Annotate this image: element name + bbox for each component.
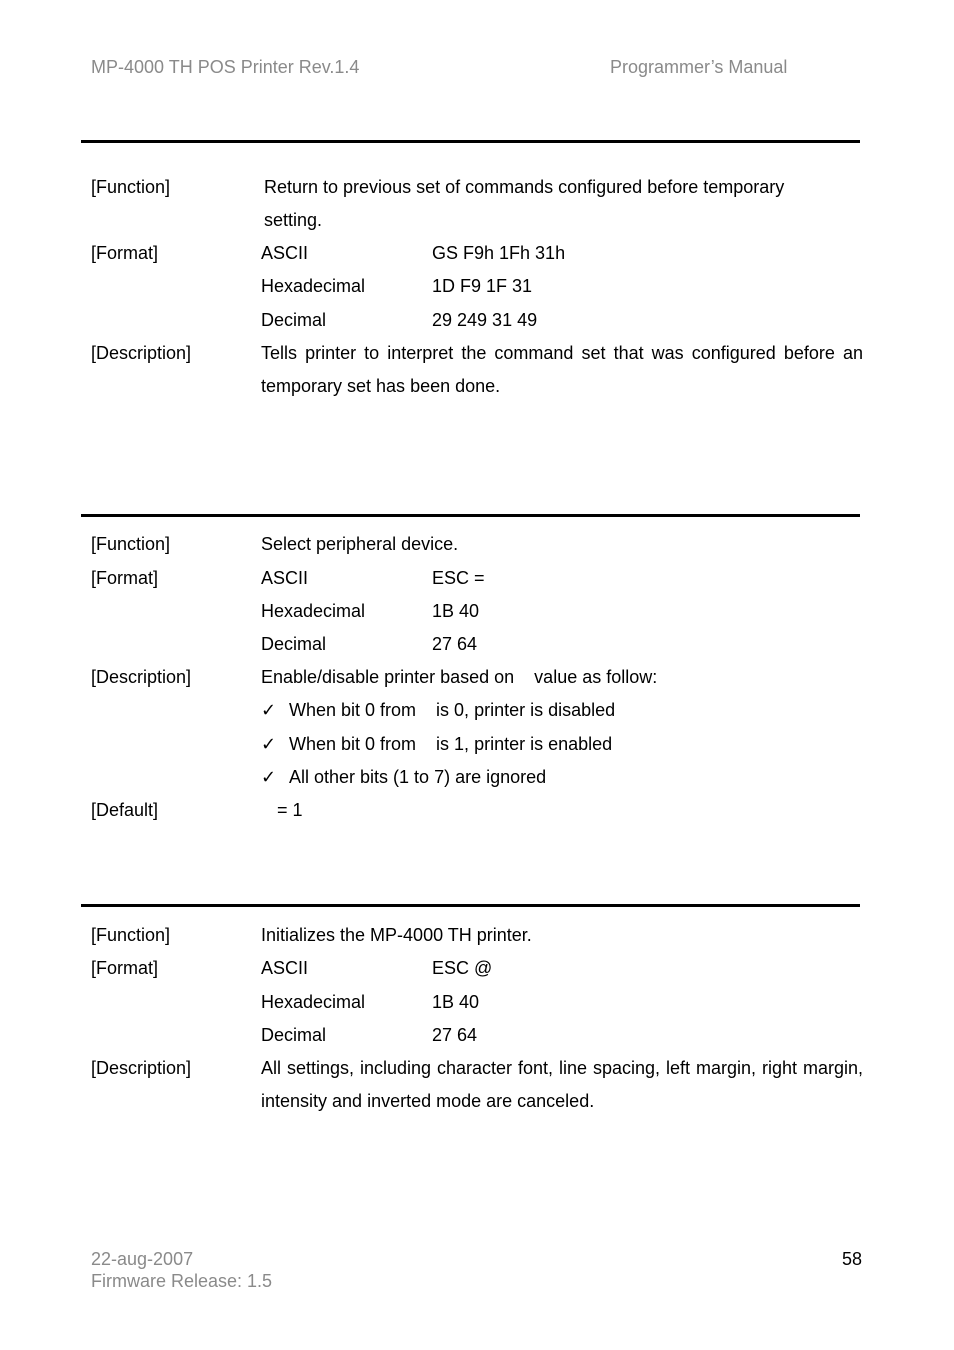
function-row xyxy=(0,528,954,561)
bullet-text: When bit 0 from is 0, printer is disabled xyxy=(289,700,616,720)
format-row xyxy=(0,270,954,303)
format-row xyxy=(0,952,954,985)
format-row xyxy=(0,628,954,661)
description-text: Enable/disable printer based on value as follow: xyxy=(261,667,658,687)
format-kind: ASCII xyxy=(261,958,309,978)
format-value: 27 64 xyxy=(432,1025,478,1045)
description-label: [Description] xyxy=(91,1058,192,1078)
checkmark-icon: ✓ xyxy=(261,700,277,720)
format-kind: Hexadecimal xyxy=(261,601,366,621)
description-label: [Description] xyxy=(91,343,192,363)
footer-date: 22-aug-2007 xyxy=(91,1249,194,1269)
format-row xyxy=(0,1019,954,1052)
format-value: 1B 40 xyxy=(432,992,480,1012)
header-document-title: MP-4000 TH POS Printer Rev.1.4 xyxy=(91,57,360,77)
format-row xyxy=(0,595,954,628)
section-divider xyxy=(81,140,860,143)
function-label: [Function] xyxy=(91,534,171,554)
header-manual-title: Programmer’s Manual xyxy=(610,57,788,77)
format-value: 29 249 31 49 xyxy=(432,310,538,330)
format-value: 27 64 xyxy=(432,634,478,654)
function-label: [Function] xyxy=(91,925,171,945)
section-divider xyxy=(81,514,860,517)
function-text: Initializes the MP-4000 TH printer. xyxy=(261,925,532,945)
default-row xyxy=(0,794,954,827)
page-number: 58 xyxy=(842,1249,863,1269)
description-text: All settings, including character font, line spacing, left margin, right margin, intensity and inverted mode are canceled. xyxy=(261,1058,863,1111)
list-item xyxy=(0,761,954,794)
section-divider xyxy=(81,904,860,907)
format-row xyxy=(0,562,954,595)
format-label: [Format] xyxy=(91,958,159,978)
function-label: [Function] xyxy=(91,177,171,197)
bullet-text: All other bits (1 to 7) are ignored xyxy=(289,767,547,787)
format-value: GS F9h 1Fh 31h xyxy=(432,243,566,263)
description-row xyxy=(0,661,954,694)
format-kind: Decimal xyxy=(261,310,327,330)
format-kind: Decimal xyxy=(261,634,327,654)
default-text: = 1 xyxy=(277,800,303,820)
function-row xyxy=(0,919,954,952)
footer-firmware: Firmware Release: 1.5 xyxy=(91,1271,273,1291)
format-value: 1D F9 1F 31 xyxy=(432,276,533,296)
function-text: Return to previous set of commands configured before temporary setting. xyxy=(264,177,785,230)
checkmark-icon: ✓ xyxy=(261,767,277,787)
default-label: [Default] xyxy=(91,800,159,820)
checkmark-icon: ✓ xyxy=(261,734,277,754)
format-row xyxy=(0,986,954,1019)
list-item xyxy=(0,728,954,761)
format-kind: Hexadecimal xyxy=(261,992,366,1012)
description-text: Tells printer to interpret the command set that was configured before an temporary set has been done. xyxy=(261,343,863,396)
bullet-text: When bit 0 from is 1, printer is enabled xyxy=(289,734,613,754)
format-kind: ASCII xyxy=(261,568,309,588)
format-label: [Format] xyxy=(91,243,159,263)
list-item xyxy=(0,694,954,727)
description-label: [Description] xyxy=(91,667,192,687)
format-kind: Decimal xyxy=(261,1025,327,1045)
format-row xyxy=(0,237,954,270)
format-value: 1B 40 xyxy=(432,601,480,621)
format-value: ESC @ xyxy=(432,958,493,978)
function-text: Select peripheral device. xyxy=(261,534,459,554)
format-label: [Format] xyxy=(91,568,159,588)
format-value: ESC = xyxy=(432,568,485,588)
format-row xyxy=(0,304,954,337)
format-kind: ASCII xyxy=(261,243,309,263)
format-kind: Hexadecimal xyxy=(261,276,366,296)
